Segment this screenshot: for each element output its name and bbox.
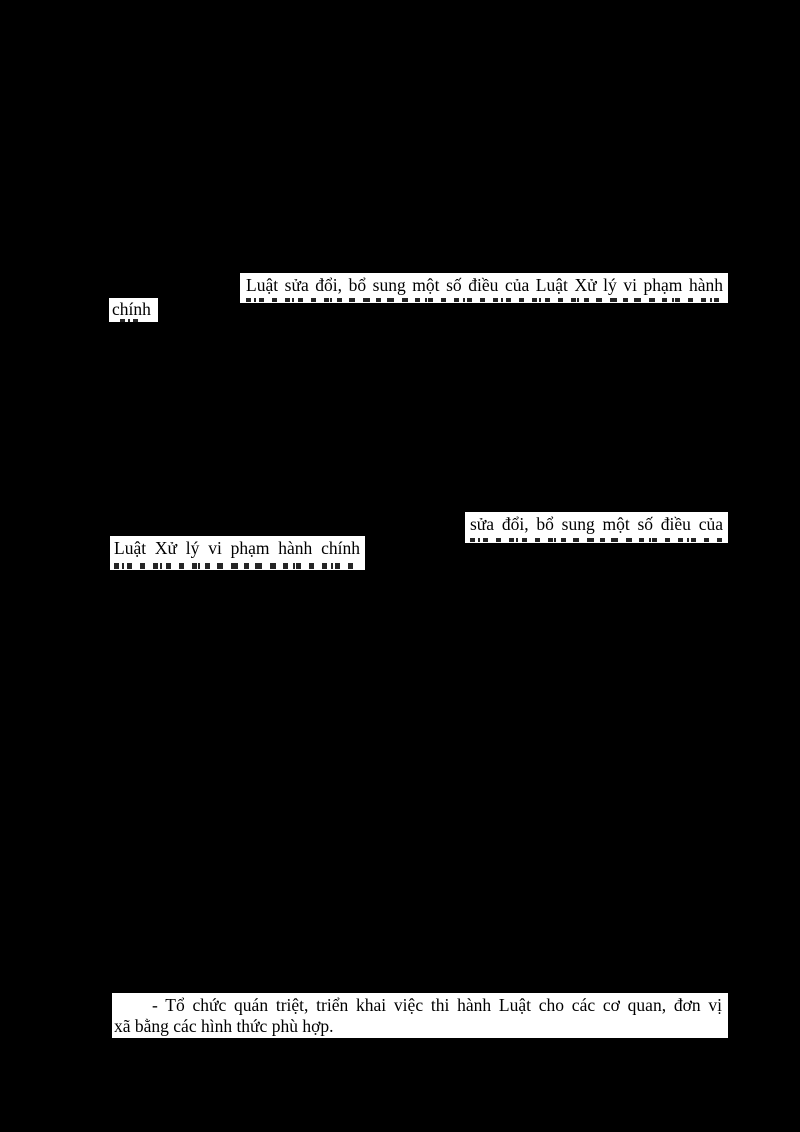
text-line: chính — [112, 299, 151, 319]
highlighted-passage-middle-left — [110, 536, 365, 570]
clipped-text-remnant — [470, 538, 722, 542]
text-line: Luật sửa đổi, bổ sung một số điều của Luật Xử lý vi phạm hành — [246, 275, 723, 295]
clipped-text-remnant — [120, 319, 144, 322]
text-line: Luật Xử lý vi phạm hành chính — [114, 538, 360, 558]
clipped-text-remnant — [114, 563, 355, 569]
highlighted-passage-top — [240, 273, 728, 303]
highlighted-passage-middle-right — [465, 512, 728, 543]
text-line: xã bằng các hình thức phù hợp. — [114, 1016, 334, 1036]
highlighted-passage-bottom — [112, 993, 728, 1038]
clipped-text-remnant — [246, 298, 720, 302]
text-line: - Tổ chức quán triệt, triển khai việc thi hành Luật cho các cơ quan, đơn vị — [152, 995, 722, 1015]
text-line: sửa đổi, bổ sung một số điều của — [470, 514, 723, 534]
highlighted-passage-top-wrap — [109, 298, 158, 322]
